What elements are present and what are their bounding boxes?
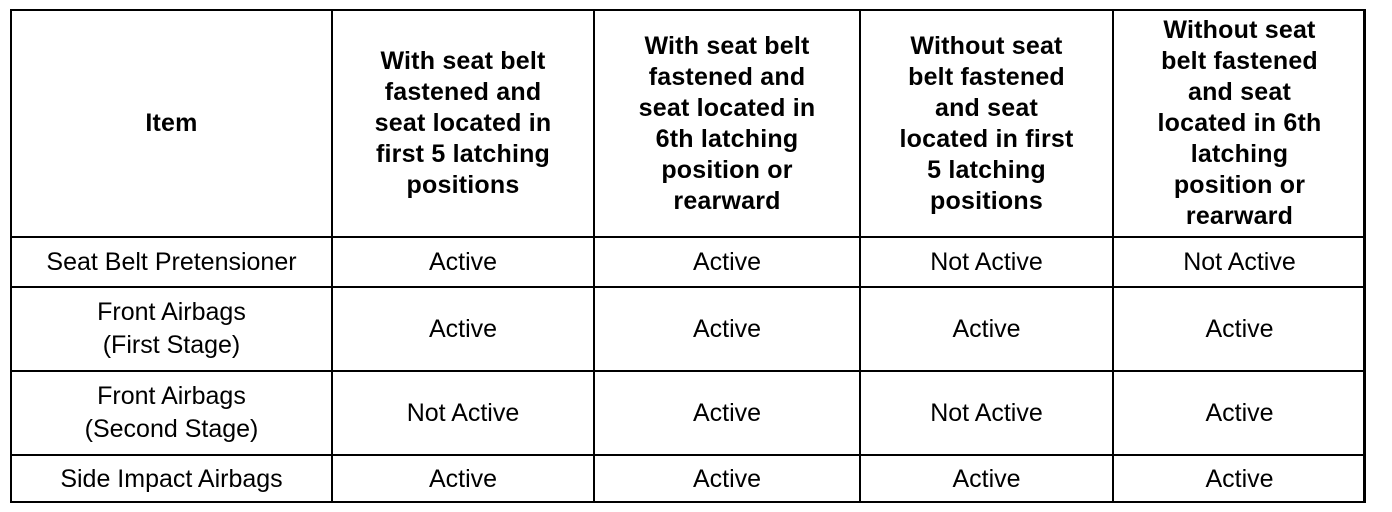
row-label-cell — [12, 371, 332, 455]
status-value: Active — [428, 314, 498, 343]
header-belt-unfastened-first5 — [860, 11, 1113, 237]
status-value: Not Active — [930, 247, 1043, 276]
status-value: Not Active — [1183, 247, 1296, 276]
header-belt-fastened-first5 — [332, 11, 594, 237]
status-cell — [332, 371, 594, 455]
table-row — [12, 237, 1365, 287]
header-belt-fastened-6th — [594, 11, 860, 237]
status-cell — [332, 287, 594, 371]
header-label: Without seat belt fastened and seat located in 6th latching position or rearward — [1157, 16, 1322, 230]
table-row — [12, 455, 1365, 503]
status-cell — [860, 287, 1113, 371]
status-cell — [1113, 237, 1365, 287]
status-cell — [860, 371, 1113, 455]
header-label: With seat belt fastened and seat located in first 5 latching positions — [374, 47, 552, 199]
status-value: Active — [692, 465, 762, 493]
header-item-label: Item — [145, 109, 198, 137]
status-value: Active — [692, 247, 762, 276]
status-value: Active — [952, 314, 1021, 343]
header-item — [12, 11, 332, 237]
status-cell — [1113, 455, 1365, 503]
row-label-cell — [12, 287, 332, 371]
row-label: Side Impact Airbags — [60, 465, 283, 493]
status-value: Active — [692, 314, 762, 343]
status-cell — [860, 237, 1113, 287]
row-label-cell — [12, 237, 332, 287]
row-label-cell — [12, 455, 332, 503]
row-label: Front Airbags (First Stage) — [97, 298, 246, 359]
row-label: Seat Belt Pretensioner — [46, 247, 297, 276]
status-value: Active — [1205, 465, 1274, 493]
status-cell — [594, 371, 860, 455]
status-value: Not Active — [930, 398, 1043, 427]
status-value: Active — [428, 465, 498, 493]
status-value: Active — [1205, 398, 1274, 427]
status-cell — [594, 237, 860, 287]
table-header-row — [12, 11, 1365, 237]
status-cell — [1113, 287, 1365, 371]
status-cell — [594, 287, 860, 371]
status-value: Active — [428, 247, 498, 276]
airbag-status-table-frame — [10, 9, 1366, 503]
header-label: With seat belt fastened and seat located in 6th latching position or rearward — [638, 31, 816, 215]
table-row — [12, 287, 1365, 371]
status-cell — [594, 455, 860, 503]
header-belt-unfastened-6th — [1113, 11, 1365, 237]
status-cell — [860, 455, 1113, 503]
airbag-status-table — [12, 11, 1365, 503]
status-value: Active — [1205, 314, 1274, 343]
status-cell — [332, 237, 594, 287]
status-value: Active — [952, 465, 1021, 493]
row-label: Front Airbags (Second Stage) — [84, 382, 259, 443]
status-value: Not Active — [406, 398, 520, 427]
status-cell — [1113, 371, 1365, 455]
status-value: Active — [692, 398, 762, 427]
status-cell — [332, 455, 594, 503]
table-row — [12, 371, 1365, 455]
header-label: Without seat belt fastened and seat located in first 5 latching positions — [899, 31, 1074, 215]
